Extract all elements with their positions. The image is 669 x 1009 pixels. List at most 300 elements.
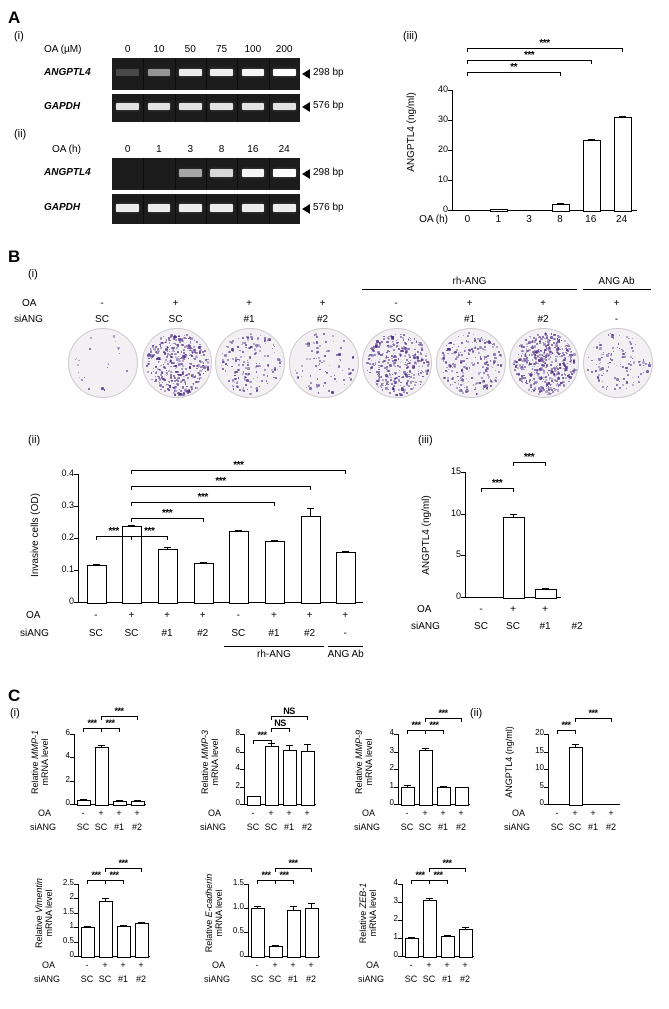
panel-c-i-label: (i) bbox=[10, 707, 20, 719]
chart-c-zeb1-sig-1-t1 bbox=[429, 880, 430, 884]
chart-c-mmp3-siang-1: SC bbox=[264, 822, 278, 832]
chart-c-vimentin-sig-1-line bbox=[105, 880, 123, 881]
chart-c-ecadherin-siang-2: #1 bbox=[287, 974, 298, 984]
b-iii-oa-2: + bbox=[542, 604, 548, 615]
chart-c-mmp1-oa-1: + bbox=[98, 808, 104, 818]
chart-c-mmp3-bar-3 bbox=[301, 751, 315, 806]
chart-c-ecadherin-oa-1: + bbox=[272, 960, 278, 970]
chart-c-ii-oa-3: + bbox=[608, 808, 614, 818]
b-i-well-3 bbox=[289, 328, 359, 398]
chart-c-vimentin-ytick-5 bbox=[74, 884, 78, 885]
chart-c-mmp3-errcap-3 bbox=[304, 744, 311, 745]
a-ii-gene2-label: GAPDH bbox=[44, 202, 81, 213]
a-iii-xtick-0: 0 bbox=[464, 214, 471, 225]
a-iii-sig-2-t2 bbox=[622, 48, 623, 52]
a-i-dose-4: 100 bbox=[244, 44, 262, 55]
chart-c-ii-bar-1 bbox=[569, 747, 583, 806]
chart-c-mmp3-sig-1-label: NS bbox=[274, 718, 286, 728]
chart-c-ecadherin-row-oa: OA bbox=[212, 960, 226, 970]
chart-b-iii-ytick-label-0: 0 bbox=[455, 591, 461, 601]
panel-a-ii-label: (ii) bbox=[14, 128, 27, 140]
chart-c-mmp9-ytick-0 bbox=[394, 804, 398, 805]
a-i-gel-gapdh bbox=[112, 94, 300, 122]
chart-c-vimentin-oa-0: - bbox=[85, 960, 89, 970]
chart-c-mmp9-row-siang: siANG bbox=[354, 822, 381, 832]
b-i-siang-1: SC bbox=[168, 314, 183, 325]
chart-c-mmp3-sig-2-line bbox=[271, 716, 307, 717]
chart-c-zeb1-sig-0-label: *** bbox=[415, 870, 425, 880]
a-i-gel-angptl4 bbox=[112, 58, 300, 90]
chart-b-ii-ytick-3 bbox=[74, 506, 78, 507]
a-i-band1-3 bbox=[210, 69, 233, 76]
chart-c-mmp3-ytick-label-3: 6 bbox=[235, 745, 240, 755]
chart-b-ii-bar-7 bbox=[336, 552, 356, 604]
chart-c-mmp3-ytick-1 bbox=[240, 787, 244, 788]
chart-b-iii bbox=[411, 440, 615, 640]
chart-c-mmp3-row-siang: siANG bbox=[200, 822, 227, 832]
chart-c-mmp9-ytick-2 bbox=[394, 769, 398, 770]
chart-c-ii-sig-0-line bbox=[557, 730, 575, 731]
chart-c-mmp1-sig-2-t1 bbox=[101, 716, 102, 720]
chart-c-zeb1-ytick-3 bbox=[398, 902, 402, 903]
chart-b-ii-bar-5 bbox=[265, 541, 285, 604]
b-iii-ylabel: ANGPTL4 (ng/ml) bbox=[421, 495, 432, 575]
chart-c-mmp9-sig-0-label: *** bbox=[411, 720, 421, 730]
chart-c-mmp9-ytick-3 bbox=[394, 752, 398, 753]
chart-c-mmp1-sig-0-line bbox=[83, 728, 101, 729]
chart-c-ecadherin-sig-0-line bbox=[257, 880, 275, 881]
a-i-band1-0 bbox=[116, 69, 139, 76]
chart-c-mmp1-errcap-2 bbox=[116, 800, 123, 801]
panel-a-iii-label: (iii) bbox=[403, 30, 418, 42]
chart-c-mmp1-ytick-1 bbox=[70, 781, 74, 782]
chart-c-ecadherin-sig-1-line bbox=[275, 880, 293, 881]
chart-c-mmp1-sig-1-label: *** bbox=[105, 718, 115, 728]
b-i-angab-label: ANG Ab bbox=[598, 276, 635, 287]
chart-c-mmp9-bar-2 bbox=[437, 787, 451, 807]
a-i-dose-2: 50 bbox=[184, 44, 196, 55]
chart-c-ecadherin-errcap-3 bbox=[308, 903, 315, 904]
chart-c-mmp3-sig-0-line bbox=[253, 740, 271, 741]
chart-c-mmp3-oa-3: + bbox=[304, 808, 310, 818]
chart-c-ecadherin-bar-2 bbox=[287, 910, 301, 958]
chart-c-vimentin-ytick-label-1: 0.5 bbox=[62, 935, 74, 945]
chart-c-mmp1-sig-1-line bbox=[101, 728, 119, 729]
b-iii-siang-2: #1 bbox=[539, 621, 551, 632]
chart-c-zeb1-sig-2-t1 bbox=[429, 868, 430, 872]
chart-c-zeb1-errcap-3 bbox=[462, 927, 469, 928]
a-ii-time-4: 16 bbox=[247, 144, 259, 155]
a-iii-sig-2-label: *** bbox=[539, 38, 550, 49]
chart-c-zeb1-sig-2-line bbox=[429, 868, 465, 869]
chart-c-mmp9-ytick-label-1: 1 bbox=[389, 780, 394, 790]
b-ii-sig-c-t1 bbox=[131, 518, 132, 522]
b-i-well-5 bbox=[436, 328, 506, 398]
chart-b-ii-ytick-label-2: 0.2 bbox=[61, 532, 74, 542]
b-ii-sig-f-label: *** bbox=[233, 460, 244, 471]
chart-c-mmp9 bbox=[350, 708, 505, 842]
chart-b-ii-bar-6 bbox=[301, 516, 321, 604]
b-ii-siang-2: #1 bbox=[161, 628, 173, 639]
b-i-oa-0: - bbox=[100, 298, 104, 309]
a-ii-time-1: 1 bbox=[156, 144, 162, 155]
chart-c-zeb1-ytick-label-0: 0 bbox=[393, 950, 398, 959]
chart-c-mmp9-sig-2-label: *** bbox=[438, 708, 448, 718]
panel-letter-a: A bbox=[8, 8, 21, 27]
chart-a-iii-bar-5 bbox=[614, 117, 632, 212]
a-i-band1-sep-2 bbox=[175, 58, 176, 90]
a-iii-sig-0-t2 bbox=[560, 72, 561, 76]
a-i-size2-label: 576 bp bbox=[313, 100, 344, 111]
chart-a-iii-ytick-2 bbox=[448, 150, 452, 151]
chart-c-mmp3-sig-0-t1 bbox=[253, 740, 254, 744]
chart-c-mmp9-ytick-label-4: 4 bbox=[389, 728, 394, 737]
b-i-oa-2: + bbox=[246, 298, 252, 309]
chart-b-ii-y-axis bbox=[78, 474, 79, 603]
a-i-dose-1: 10 bbox=[153, 44, 165, 55]
chart-c-mmp1-sig-0-label: *** bbox=[87, 718, 97, 728]
chart-c-zeb1-bar-2 bbox=[441, 936, 455, 958]
chart-a-iii-ytick-label-0: 0 bbox=[442, 204, 448, 214]
panel-letter-c: C bbox=[8, 686, 21, 705]
chart-a-iii-ytick-label-4: 40 bbox=[437, 84, 448, 94]
panel-b-i-label: (i) bbox=[28, 268, 38, 280]
chart-c-mmp3-errcap-2 bbox=[286, 745, 293, 746]
a-i-band2-sep-2 bbox=[175, 94, 176, 122]
a-i-row-label: OA (µM) bbox=[44, 44, 82, 55]
chart-b-iii-bar-2 bbox=[535, 589, 557, 599]
chart-b-ii-bar-4 bbox=[229, 531, 249, 604]
b-ii-rh-line bbox=[224, 646, 325, 647]
chart-c-vimentin-ytick-label-3: 1.5 bbox=[62, 906, 74, 916]
chart-c-mmp3-ytick-0 bbox=[240, 804, 244, 805]
chart-c-zeb1-sig-0-t1 bbox=[411, 880, 412, 884]
a-ii-time-3: 8 bbox=[218, 144, 225, 155]
chart-c-ecadherin-y-axis bbox=[248, 884, 249, 957]
chart-b-iii-ytick-1 bbox=[461, 555, 465, 556]
a-ii-band1-sep-1 bbox=[143, 158, 144, 190]
b-ii-oa-2: + bbox=[164, 610, 170, 621]
chart-c-zeb1-siang-0: SC bbox=[404, 974, 418, 984]
chart-c-zeb1-sig-1-line bbox=[429, 880, 447, 881]
chart-c-vimentin-errcap-0 bbox=[84, 926, 91, 927]
chart-b-ii-ytick-1 bbox=[74, 570, 78, 571]
chart-c-vimentin-sig-0-line bbox=[87, 880, 105, 881]
chart-c-mmp3-ytick-3 bbox=[240, 752, 244, 753]
b-i-oa-7: + bbox=[613, 298, 620, 309]
chart-c-mmp3 bbox=[196, 706, 351, 842]
chart-a-iii-bar-3 bbox=[552, 204, 570, 212]
chart-c-mmp9-sig-1-t2 bbox=[443, 730, 444, 734]
chart-b-ii bbox=[20, 440, 370, 660]
chart-c-ii-ytick-label-0: 0 bbox=[539, 798, 544, 807]
a-iii-ylabel: ANGPTL4 (ng/ml) bbox=[406, 92, 417, 172]
chart-c-vimentin-ytick-label-5: 2.5 bbox=[62, 878, 74, 887]
chart-b-iii-ytick-label-3: 15 bbox=[450, 466, 461, 476]
chart-b-iii-ytick-3 bbox=[461, 472, 465, 473]
a-i-gene2-label: GAPDH bbox=[44, 101, 81, 112]
chart-c-vimentin-oa-2: + bbox=[120, 960, 126, 970]
chart-c-zeb1-row-siang: siANG bbox=[358, 974, 385, 984]
chart-c-ecadherin-siang-1: SC bbox=[268, 974, 282, 984]
chart-c-vimentin-sig-1-t1 bbox=[105, 880, 106, 884]
chart-c-zeb1-ylabel: Relative ZEB-1 mRNA level bbox=[358, 882, 378, 944]
chart-c-ecadherin-sig-1-t1 bbox=[275, 880, 276, 884]
a-i-band1-4 bbox=[242, 69, 265, 76]
a-i-band2-3 bbox=[210, 103, 233, 110]
panel-b-iii-label: (iii) bbox=[418, 434, 433, 446]
chart-c-ecadherin-oa-2: + bbox=[290, 960, 296, 970]
chart-c-vimentin-row-siang: siANG bbox=[34, 974, 61, 984]
chart-a-iii-bar-4 bbox=[583, 140, 601, 212]
b-i-oa-6: + bbox=[540, 298, 546, 309]
chart-c-mmp1-ytick-3 bbox=[70, 734, 74, 735]
a-i-band2-4 bbox=[242, 103, 265, 110]
chart-c-vimentin-ytick-0 bbox=[74, 956, 78, 957]
chart-a-iii-y-axis bbox=[452, 90, 453, 211]
a-ii-band1-sep-2 bbox=[175, 158, 176, 190]
a-ii-band2-0 bbox=[116, 204, 139, 212]
chart-c-vimentin-sig-2-label: *** bbox=[118, 858, 128, 868]
a-i-band2-sep-5 bbox=[269, 94, 270, 122]
chart-c-vimentin-sig-1-label: *** bbox=[109, 870, 119, 880]
chart-b-ii-ytick-label-1: 0.1 bbox=[61, 564, 74, 574]
chart-c-vimentin-ytick-label-2: 1 bbox=[69, 921, 74, 931]
a-ii-time-2: 3 bbox=[187, 144, 194, 155]
chart-c-vimentin-sig-1-t2 bbox=[123, 880, 124, 884]
a-ii-band1-sep-5 bbox=[269, 158, 270, 190]
chart-c-mmp3-ytick-label-0: 0 bbox=[235, 798, 240, 807]
chart-c-mmp1-row-siang: siANG bbox=[30, 822, 57, 832]
chart-c-mmp9-siang-3: #2 bbox=[455, 822, 466, 832]
chart-c-mmp9-ytick-label-2: 2 bbox=[389, 763, 394, 772]
chart-c-ii-oa-0: - bbox=[555, 808, 559, 818]
chart-c-ecadherin-bar-1 bbox=[269, 946, 283, 958]
a-ii-band1-5 bbox=[273, 169, 296, 177]
chart-c-mmp9-siang-2: #1 bbox=[437, 822, 448, 832]
chart-c-mmp1-sig-0-t1 bbox=[83, 728, 84, 732]
chart-c-mmp9-ytick-label-0: 0 bbox=[389, 798, 394, 807]
chart-c-zeb1-bar-3 bbox=[459, 929, 473, 958]
chart-c-vimentin-ytick-label-0: 0 bbox=[69, 950, 74, 959]
b-ii-ab-label: ANG Ab bbox=[327, 649, 364, 660]
chart-c-vimentin-siang-0: SC bbox=[80, 974, 94, 984]
chart-c-zeb1-ytick-2 bbox=[398, 920, 402, 921]
a-ii-band2-3 bbox=[210, 204, 233, 212]
b-ii-siang-3: #2 bbox=[197, 628, 209, 639]
chart-c-mmp3-siang-3: #2 bbox=[301, 822, 312, 832]
a-ii-band2-4 bbox=[242, 204, 265, 212]
b-i-well-0 bbox=[68, 328, 138, 398]
chart-c-ii-sig-0-t1 bbox=[557, 730, 558, 734]
chart-c-mmp1-y-axis bbox=[74, 734, 75, 805]
chart-b-iii-errcap-2 bbox=[542, 588, 549, 589]
a-i-band1-5 bbox=[273, 69, 296, 76]
b-iii-oa-0: - bbox=[479, 604, 483, 615]
b-i-rhang-label: rh-ANG bbox=[452, 276, 487, 287]
chart-c-mmp3-row-oa: OA bbox=[208, 808, 222, 818]
chart-c-ecadherin-errcap-1 bbox=[272, 945, 279, 946]
chart-c-mmp9-ytick-4 bbox=[394, 734, 398, 735]
chart-c-mmp9-sig-1-line bbox=[425, 730, 443, 731]
chart-c-ii-sig-1-t1 bbox=[575, 718, 576, 722]
chart-c-ii-sig-0-t2 bbox=[575, 730, 576, 734]
chart-c-mmp9-sig-1-t1 bbox=[425, 730, 426, 734]
chart-c-vimentin-ytick-3 bbox=[74, 913, 78, 914]
chart-c-mmp3-sig-0-t2 bbox=[271, 740, 272, 744]
chart-c-mmp9-errcap-3 bbox=[458, 787, 465, 788]
chart-c-mmp3-bar-1 bbox=[265, 746, 279, 806]
chart-c-mmp1-sig-1-t2 bbox=[119, 728, 120, 732]
chart-c-ecadherin-siang-0: SC bbox=[250, 974, 264, 984]
a-ii-band1-4 bbox=[242, 169, 265, 177]
a-iii-xtick-3: 8 bbox=[557, 214, 563, 225]
chart-c-zeb1-sig-1-t2 bbox=[447, 880, 448, 884]
b-i-oa-4: - bbox=[394, 298, 398, 309]
chart-c-ii-siang-1: SC bbox=[568, 822, 582, 832]
b-i-well-2 bbox=[215, 328, 285, 398]
a-i-band2-1 bbox=[148, 103, 171, 110]
a-iii-sig-0-label: ** bbox=[510, 62, 518, 73]
chart-c-ii-row-siang: siANG bbox=[504, 822, 531, 832]
chart-c-zeb1-row-oa: OA bbox=[366, 960, 380, 970]
chart-c-vimentin-errcap-2 bbox=[120, 925, 127, 926]
chart-c-mmp3-ytick-label-2: 4 bbox=[235, 763, 240, 772]
b-i-oa-5: + bbox=[466, 298, 473, 309]
b-iii-sig-b-label: *** bbox=[523, 452, 535, 463]
chart-a-iii-x-axis bbox=[452, 210, 637, 211]
chart-c-ii-x-axis bbox=[548, 804, 620, 805]
chart-c-ecadherin-ytick-label-3: 1.5 bbox=[232, 878, 244, 887]
a-ii-band1-sep-4 bbox=[237, 158, 238, 190]
chart-c-mmp1-sig-2-label: *** bbox=[114, 706, 124, 716]
b-i-siang-7: - bbox=[614, 314, 619, 325]
a-ii-size2-label: 576 bp bbox=[313, 202, 344, 213]
chart-c-zeb1-oa-2: + bbox=[444, 960, 450, 970]
chart-b-ii-errcap-7 bbox=[342, 551, 349, 552]
chart-c-mmp1-errcap-0 bbox=[80, 799, 87, 800]
chart-c-zeb1-ytick-label-2: 2 bbox=[393, 914, 398, 923]
b-i-siang-6: #2 bbox=[537, 314, 549, 325]
chart-c-mmp3-siang-0: SC bbox=[246, 822, 260, 832]
chart-c-ecadherin-ytick-label-1: 0.5 bbox=[232, 926, 244, 935]
chart-c-ii-oa-2: + bbox=[590, 808, 596, 818]
b-i-row-siang-label: siANG bbox=[14, 314, 43, 325]
panel-c-ii-label: (ii) bbox=[470, 707, 483, 719]
b-iii-siang-0: SC bbox=[474, 621, 488, 632]
chart-c-ecadherin-sig-2-line bbox=[275, 868, 311, 869]
a-ii-arrow-298 bbox=[302, 169, 310, 179]
a-i-band1-2 bbox=[179, 69, 202, 76]
chart-a-iii-ytick-label-2: 20 bbox=[437, 144, 448, 154]
b-ii-sig-d-label: *** bbox=[197, 492, 208, 503]
chart-c-mmp3-sig-0-label: *** bbox=[257, 730, 267, 740]
a-i-gene1-label: ANGPTL4 bbox=[44, 67, 91, 78]
b-ii-sig-d-t2 bbox=[274, 502, 275, 506]
chart-c-mmp3-sig-1-line bbox=[271, 728, 289, 729]
chart-c-mmp1-errcap-3 bbox=[134, 800, 141, 801]
a-ii-gene1-label: ANGPTL4 bbox=[44, 167, 91, 178]
chart-c-mmp1-errcap-1 bbox=[98, 745, 105, 746]
chart-a-iii-ytick-label-3: 30 bbox=[437, 114, 448, 124]
chart-c-mmp9-errcap-0 bbox=[404, 785, 411, 786]
panel-b-ii-label: (ii) bbox=[28, 434, 41, 446]
chart-c-mmp1-bar-3 bbox=[131, 801, 145, 807]
a-ii-band2-sep-2 bbox=[175, 194, 176, 224]
chart-b-ii-ytick-label-4: 0.4 bbox=[61, 468, 74, 478]
b-ii-sig-c-t2 bbox=[203, 518, 204, 522]
chart-c-vimentin-ytick-1 bbox=[74, 942, 78, 943]
b-ii-row-oa: OA bbox=[26, 610, 41, 621]
chart-c-mmp9-sig-2-line bbox=[425, 718, 461, 719]
a-i-band1-sep-1 bbox=[143, 58, 144, 90]
chart-c-mmp1-ytick-label-0: 0 bbox=[65, 798, 70, 807]
b-ii-sig-f-t2 bbox=[345, 470, 346, 474]
a-ii-row-label: OA (h) bbox=[52, 144, 81, 155]
chart-c-ecadherin-sig-0-label: *** bbox=[261, 870, 271, 880]
chart-b-iii-bar-1 bbox=[503, 517, 525, 599]
chart-c-mmp9-errcap-2 bbox=[440, 786, 447, 787]
chart-c-vimentin-sig-2-line bbox=[105, 868, 141, 869]
chart-c-ecadherin-errcap-2 bbox=[290, 906, 297, 907]
a-iii-sig-2-t1 bbox=[467, 48, 468, 52]
a-iii-sig-1-t1 bbox=[467, 60, 468, 64]
chart-c-vimentin-siang-3: #2 bbox=[135, 974, 146, 984]
chart-c-mmp3-sig-2-t1 bbox=[271, 716, 272, 720]
a-ii-gel-angptl4 bbox=[112, 158, 300, 190]
chart-c-mmp1-bar-0 bbox=[77, 800, 91, 806]
chart-c-mmp1-oa-3: + bbox=[134, 808, 140, 818]
chart-c-zeb1-sig-2-t2 bbox=[465, 868, 466, 872]
b-ii-oa-0: - bbox=[94, 610, 98, 621]
chart-c-ecadherin-ytick-label-0: 0 bbox=[239, 950, 244, 959]
chart-c-mmp1-siang-3: #2 bbox=[131, 822, 142, 832]
chart-a-iii-ytick-0 bbox=[448, 210, 452, 211]
b-ii-siang-1: SC bbox=[124, 628, 139, 639]
chart-c-mmp9-sig-2-t2 bbox=[461, 718, 462, 722]
chart-b-ii-bar-2 bbox=[158, 549, 178, 604]
chart-c-zeb1-errcap-1 bbox=[426, 898, 433, 899]
chart-c-mmp1-sig-2-line bbox=[101, 716, 137, 717]
chart-c-mmp9-bar-0 bbox=[401, 787, 415, 807]
chart-c-ii-sig-0-label: *** bbox=[561, 720, 571, 730]
b-i-angab-line bbox=[583, 289, 651, 290]
chart-c-mmp1-row-oa: OA bbox=[38, 808, 52, 818]
a-iii-sig-1-t2 bbox=[591, 60, 592, 64]
chart-c-ecadherin-oa-0: - bbox=[255, 960, 259, 970]
a-ii-band2-sep-1 bbox=[143, 194, 144, 224]
b-ii-oa-3: + bbox=[199, 610, 206, 621]
b-ii-ylabel: Invasive cells (OD) bbox=[30, 493, 41, 577]
chart-c-mmp3-bar-0 bbox=[247, 796, 261, 806]
chart-c-mmp3-ytick-2 bbox=[240, 769, 244, 770]
chart-c-vimentin-ylabel: Relative Vimentin mRNA level bbox=[34, 878, 54, 948]
chart-c-mmp3-siang-2: #1 bbox=[283, 822, 294, 832]
chart-c-zeb1-bar-0 bbox=[405, 938, 419, 958]
chart-c-vimentin-ytick-2 bbox=[74, 927, 78, 928]
chart-c-mmp1-ytick-label-3: 6 bbox=[65, 728, 70, 737]
chart-c-mmp9-sig-2-t1 bbox=[425, 718, 426, 722]
chart-c-mmp9-siang-1: SC bbox=[418, 822, 432, 832]
a-ii-band1-3 bbox=[210, 169, 233, 177]
a-i-dose-5: 200 bbox=[275, 44, 293, 55]
a-ii-band1-2 bbox=[179, 169, 202, 177]
chart-c-vimentin-errcap-1 bbox=[102, 898, 109, 899]
b-iii-row-siang: siANG bbox=[411, 621, 440, 632]
chart-b-ii-ytick-0 bbox=[74, 602, 78, 603]
a-ii-band2-sep-5 bbox=[269, 194, 270, 224]
b-iii-row-oa: OA bbox=[417, 604, 432, 615]
